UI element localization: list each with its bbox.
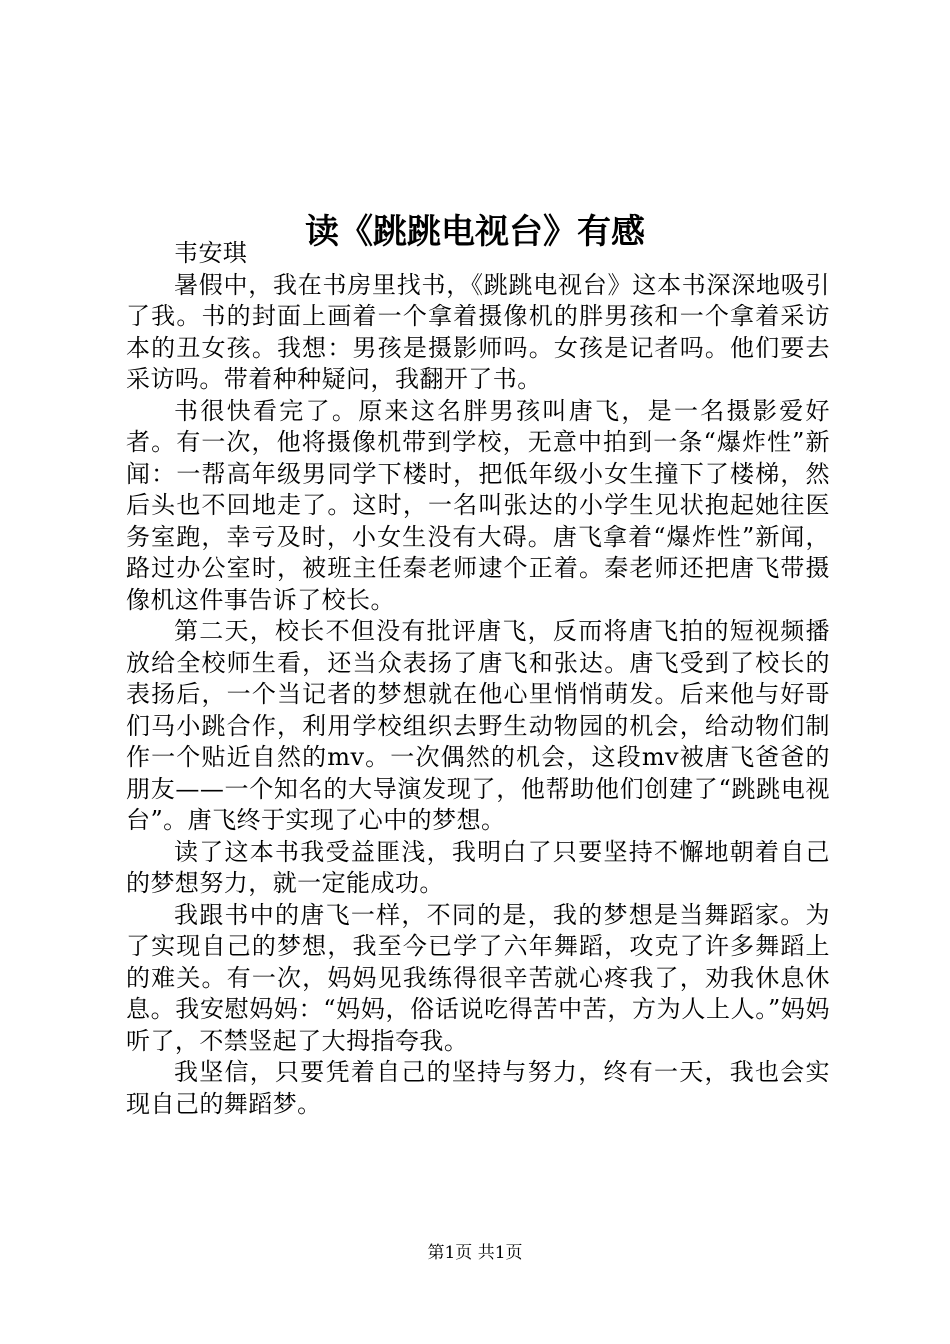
paragraph-3: 第二天，校长不但没有批评唐飞，反而将唐飞拍的短视频播放给全校师生看，还当众表扬了唐飞和张达。唐飞受到了校长的表扬后，一个当记者的梦想就在他心里悄悄萌发。后来他与好哥们马小跳合作，利用学校组织去野生动物园的机会，给动物们制作一个贴近自然的mv。一次偶然的机会，这段mv被唐飞爸爸的朋友——一个知名的大导演发现了，他帮助他们创建了“跳跳电视台”。唐飞终于实现了心中的梦想。	[126, 617, 830, 834]
page-footer: 第1页 共1页	[427, 1243, 523, 1263]
author-line: 韦安琪	[174, 239, 248, 267]
paragraph-2: 书很快看完了。原来这名胖男孩叫唐飞，是一名摄影爱好者。有一次，他将摄像机带到学校，无意中拍到一条“爆炸性”新闻：一帮高年级男同学下楼时，把低年级小女生撞下了楼梯，然后头也不回地走了。这时，一名叫张达的小学生见状抱起她往医务室跑，幸亏及时，小女生没有大碍。唐飞拿着“爆炸性”新闻，路过办公室时，被班主任秦老师逮个正着。秦老师还把唐飞带摄像机这件事告诉了校长。	[126, 396, 830, 614]
paragraph-6: 我坚信，只要凭着自己的坚持与努力，终有一天，我也会实现自己的舞蹈梦。	[126, 1058, 830, 1118]
document-body	[126, 238, 830, 1120]
paragraph-5: 我跟书中的唐飞一样，不同的是，我的梦想是当舞蹈家。为了实现自己的梦想，我至今已学了六年舞蹈，攻克了许多舞蹈上的难关。有一次，妈妈见我练得很辛苦就心疼我了，劝我休息休息。我安慰妈妈：“妈妈，俗话说吃得苦中苦，方为人上人。”妈妈听了，不禁竖起了大拇指夸我。	[126, 900, 830, 1055]
paragraph-4: 读了这本书我受益匪浅，我明白了只要坚持不懈地朝着自己的梦想努力，就一定能成功。	[126, 837, 830, 897]
paragraph-1: 暑假中，我在书房里找书，《跳跳电视台》这本书深深地吸引了我。书的封面上画着一个拿着摄像机的胖男孩和一个拿着采访本的丑女孩。我想：男孩是摄影师吗。女孩是记者吗。他们要去采访吗。带着种种疑问，我翻开了书。	[126, 270, 830, 393]
document-title: 读《跳跳电视台》有感	[305, 211, 645, 252]
